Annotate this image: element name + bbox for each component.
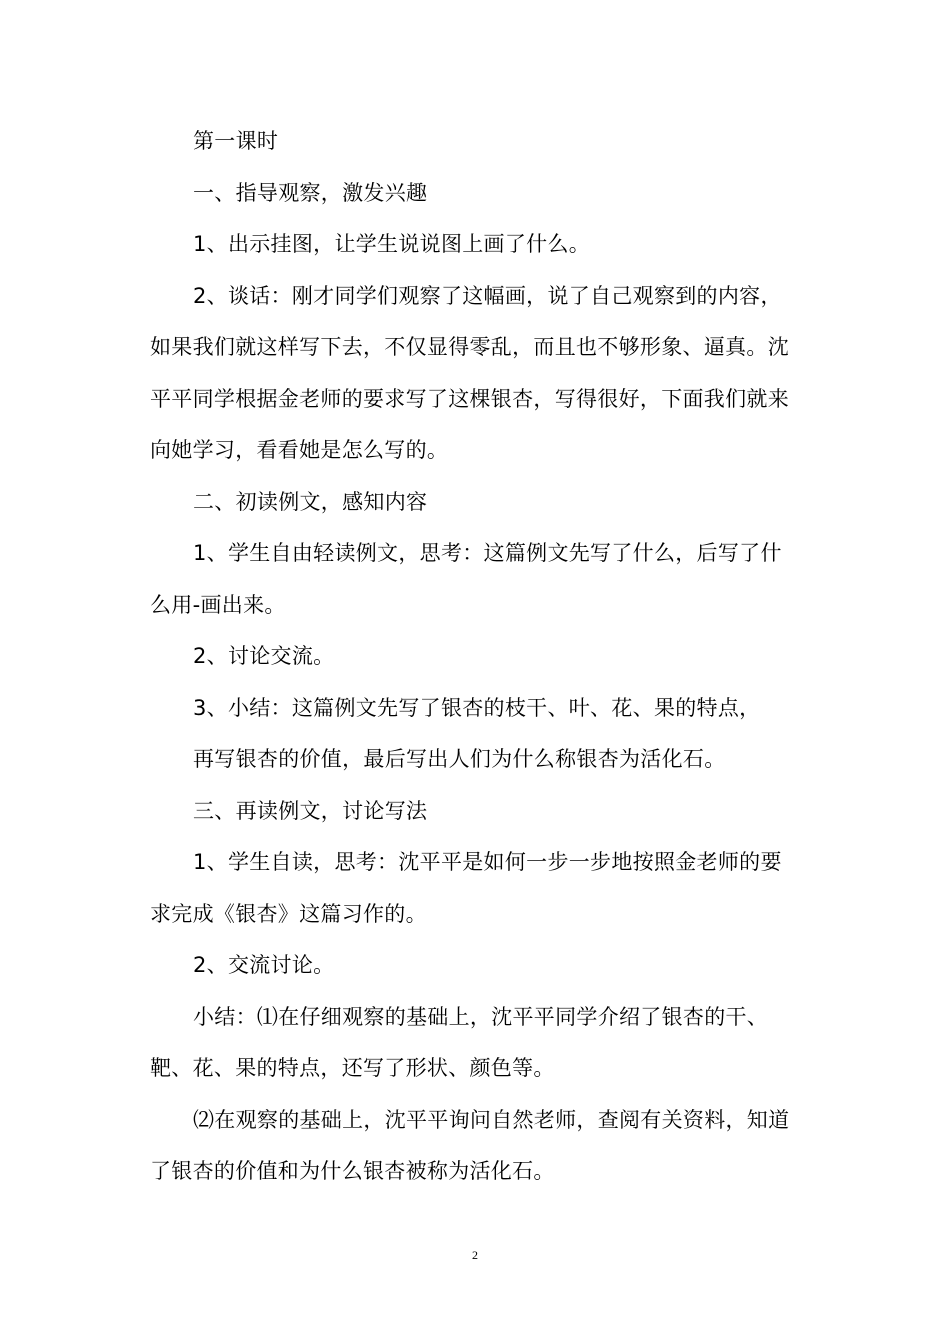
paragraph-exchange-discussion: 2、交流讨论。 <box>193 953 335 977</box>
paragraph-self-reading: 1、学生自读，思考：沈平平是如何一步一步地按照金老师的要求完成《银杏》这篇习作的。 <box>150 850 782 926</box>
paragraph-summary-2-point-2: ⑵在观察的基础上，沈平平询问自然老师，查阅有关资料，知道了银杏的价值和为什么银杏被称为活化石。 <box>150 1107 790 1183</box>
paragraph-free-reading: 1、学生自由轻读例文，思考：这篇例文先写了什么，后写了什么用-画出来。 <box>150 541 782 617</box>
paragraph-conversation: 2、谈话：刚才同学们观察了这幅画，说了自己观察到的内容，如果我们就这样写下去，不仅显得零乱，而且也不够形象、逼真。沈平平同学根据金老师的要求写了这棵银杏，写得很好，下面我们就来向她学习，看看她是怎么写的。 <box>150 283 789 462</box>
paragraph-show-picture: 1、出示挂图，让学生说说图上画了什么。 <box>193 232 591 256</box>
section-heading-3: 三、再读例文，讨论写法 <box>193 798 428 823</box>
section-heading-2: 二、初读例文，感知内容 <box>193 489 428 514</box>
paragraph-summary-2: 小结：⑴在仔细观察的基础上，沈平平同学介绍了银杏的干、靶、花、果的特点，还写了形状、颜色等。 <box>150 1004 769 1080</box>
paragraph-summary-1: 3、小结：这篇例文先写了银杏的枝干、叶、花、果的特点， <box>193 695 761 720</box>
paragraph-discussion: 2、讨论交流。 <box>193 644 335 668</box>
paragraph-summary-1-continued: 再写银杏的价值，最后写出人们为什么称银杏为活化石。 <box>193 747 726 771</box>
section-heading-1: 一、指导观察，激发兴趣 <box>193 180 428 205</box>
document-body <box>150 116 802 1198</box>
lesson-heading: 第一课时 <box>193 129 279 153</box>
page-number: 2 <box>472 1248 478 1262</box>
